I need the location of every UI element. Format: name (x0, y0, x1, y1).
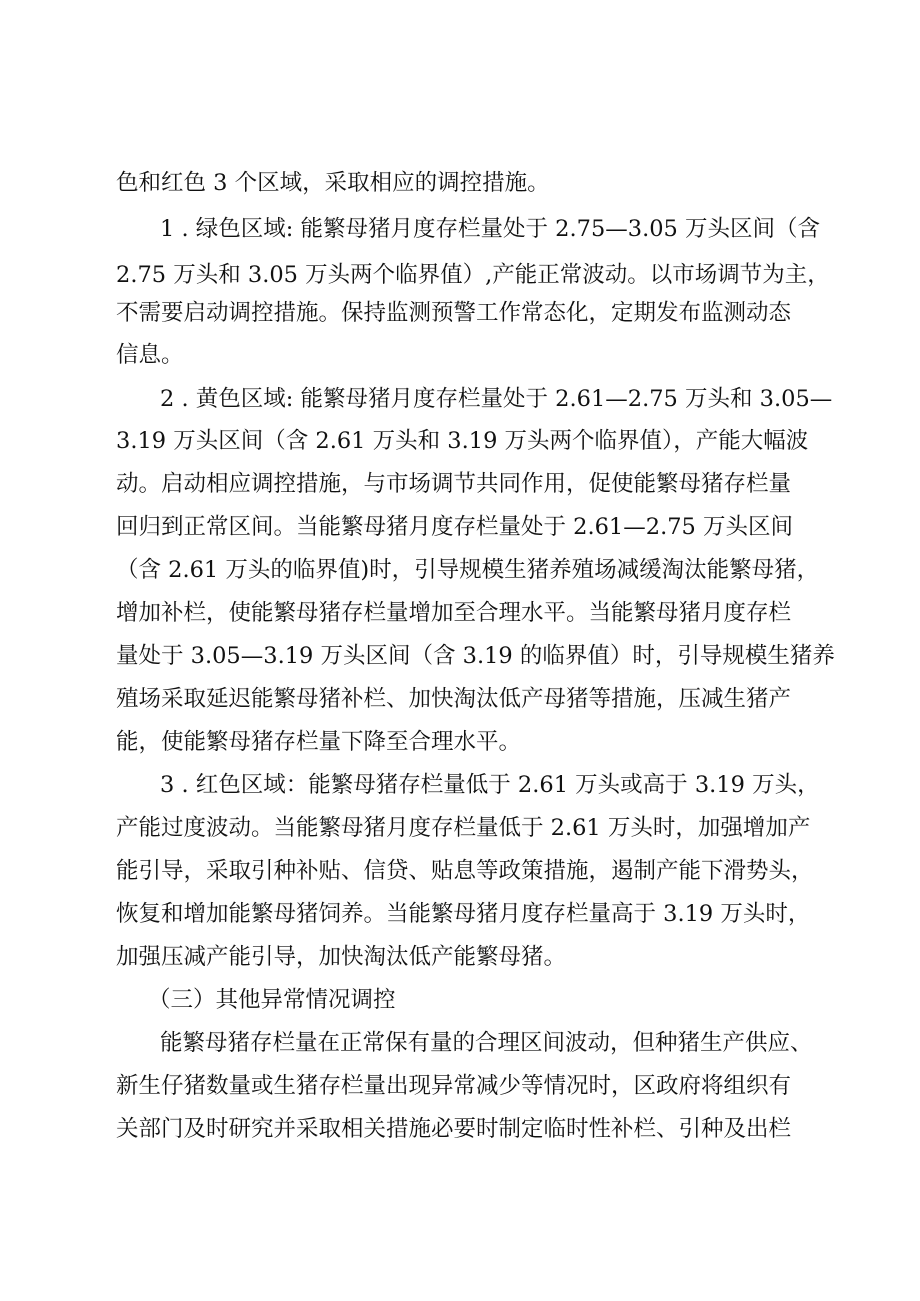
yellow-zone-line-5: （含 2.61 万头的临界值)时，引导规模生猪养殖场减缓淘汰能繁母猪， (116, 557, 820, 583)
red-zone-line-4: 恢复和增加能繁母猪饲养。当能繁母猪月度存栏量高于 3.19 万头时， (116, 901, 811, 927)
other-line-3: 关部门及时研究并采取相关措施必要时制定临时性补栏、引种及出栏 (116, 1116, 792, 1142)
body-line-1: 色和红色 3 个区域，采取相应的调控措施。 (116, 170, 550, 196)
red-zone-line-2: 产能过度波动。当能繁母猪月度存栏量低于 2.61 万头时，加强增加产 (116, 815, 811, 841)
yellow-zone-line-1: 2 . 黄色区域: 能繁母猪月度存栏量处于 2.61—2.75 万头和 3.05— (160, 386, 833, 412)
green-zone-line-3: 不需要启动调控措施。保持监测预警工作常态化，定期发布监测动态 (116, 300, 792, 326)
red-zone-line-1: 3 . 红色区域：能繁母猪存栏量低于 2.61 万头或高于 3.19 万头， (160, 772, 820, 798)
other-line-2: 新生仔猪数量或生猪存栏量出现异常减少等情况时，区政府将组织有 (116, 1073, 792, 1099)
yellow-zone-line-7: 量处于 3.05—3.19 万头区间（含 3.19 的临界值）时，引导规模生猪养 (116, 643, 835, 669)
green-zone-line-2: 2.75 万头和 3.05 万头两个临界值）,产能正常波动。以市场调节为主， (116, 262, 830, 288)
yellow-zone-line-3: 动。启动相应调控措施，与市场调节共同作用，促使能繁母猪存栏量 (116, 471, 792, 497)
yellow-zone-line-4: 回归到正常区间。当能繁母猪月度存栏量处于 2.61—2.75 万头区间 (116, 514, 794, 540)
yellow-zone-line-2: 3.19 万头区间（含 2.61 万头和 3.19 万头两个临界值），产能大幅波 (116, 428, 809, 454)
yellow-zone-line-8: 殖场采取延迟能繁母猪补栏、加快淘汰低产母猪等措施，压减生猪产 (116, 686, 792, 712)
red-zone-line-5: 加强压减产能引导，加快淘汰低产能繁母猪。 (116, 944, 567, 970)
yellow-zone-line-9: 能，使能繁母猪存栏量下降至合理水平。 (116, 729, 522, 755)
section-heading: （三）其他异常情况调控 (148, 987, 396, 1013)
green-zone-line-4: 信息。 (116, 342, 184, 368)
other-line-1: 能繁母猪存栏量在正常保有量的合理区间波动，但种猪生产供应、 (160, 1030, 813, 1056)
yellow-zone-line-6: 增加补栏，使能繁母猪存栏量增加至合理水平。当能繁母猪月度存栏 (116, 600, 792, 626)
red-zone-line-3: 能引导，采取引种补贴、信贷、贴息等政策措施，遏制产能下滑势头， (116, 858, 814, 884)
green-zone-line-1: 1 . 绿色区域: 能繁母猪月度存栏量处于 2.75—3.05 万头区间（含 (160, 216, 821, 242)
